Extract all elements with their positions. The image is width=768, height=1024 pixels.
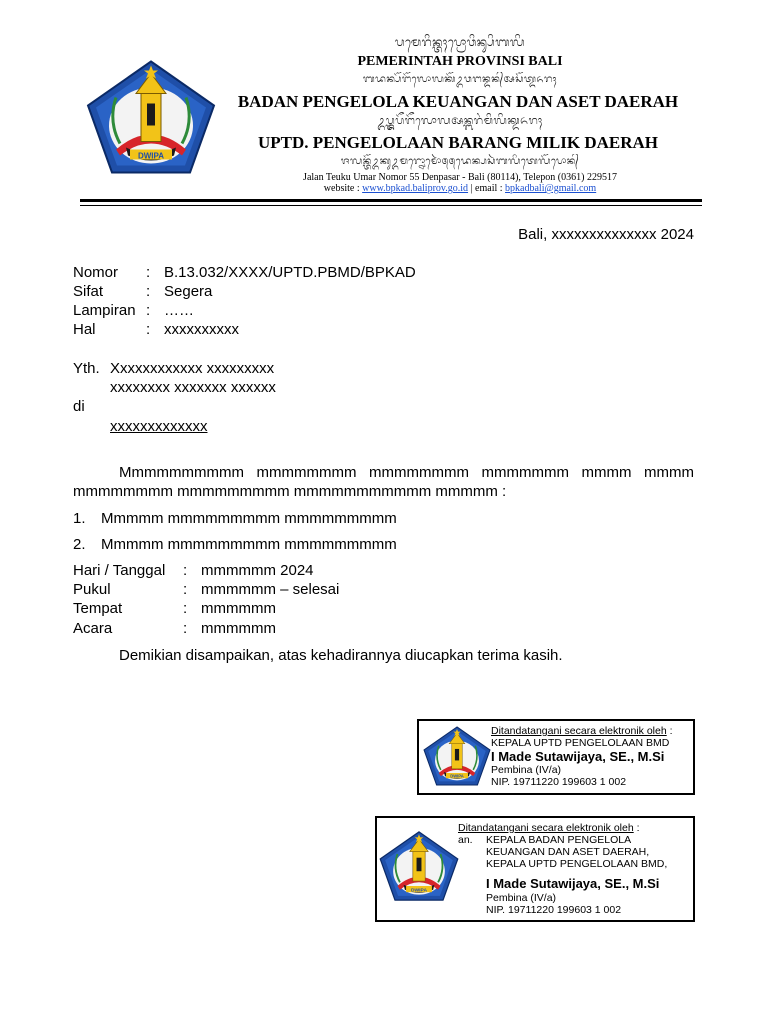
meta-label-lampiran: Lampiran bbox=[73, 302, 136, 319]
meta-sep: : bbox=[146, 302, 151, 319]
meta-label-nomor: Nomor bbox=[73, 264, 119, 281]
event-value-time: mmmmmm – selesai bbox=[201, 581, 340, 598]
address: Jalan Teuku Umar Nomor 55 Denpasar - Bali (80114), Telepon (0361) 229517 bbox=[303, 172, 617, 183]
balinese-script-unit: ᬉᬧ᭄ᬢ᭄ᬤᬧᭂᬗᭂᬮᭀᬮᬅᬦ᭄ᬩᬭᬂᬫᬶᬮᬶᬓ᭄ᬤᬏᬭᬄ bbox=[377, 114, 543, 127]
header-rule-thin bbox=[80, 205, 702, 206]
balinese-script-address: ᬚᬮᬦ᭄ᬢᭂᬉᬓᬸᬉᬫᬭ᭄ᬦᭀᬫᭀᬃ᭕᭕ᬤᬾᬦ᭄ᬧᬲᬃᬩᬮᬶᬢᬾᬮᭂᬧᭀᬦ᭄ bbox=[340, 156, 580, 167]
event-label-date: Hari / Tanggal bbox=[73, 562, 166, 579]
balinese-script-agency: ᬩᬤᬦ᭄ᬧᭂᬗᭂᬮᭀᬮᬓᭂᬉᬯᬗᬦ᭄ᬤᬦ᭄ᬅᬲᭂᬢ᭄ᬤᬏᬭᬄ bbox=[362, 74, 558, 85]
event-value-agenda: mmmmmm bbox=[201, 620, 276, 637]
meta-value-nomor: B.13.032/XXXX/UPTD.PBMD/BPKAD bbox=[164, 264, 416, 281]
recipient-place: xxxxxxxxxxxxx bbox=[110, 418, 208, 435]
provincial-logo bbox=[423, 724, 491, 788]
unit-name: UPTD. PENGELOLAAN BARANG MILIK DAERAH bbox=[258, 133, 658, 152]
meta-label-sifat: Sifat bbox=[73, 283, 104, 300]
government-name: PEMERINTAH PROVINSI BALI bbox=[357, 54, 563, 69]
event-sep: : bbox=[183, 581, 188, 598]
date-line: Bali, xxxxxxxxxxxxxx 2024 bbox=[518, 226, 694, 243]
signer-title: KEPALA UPTD PENGELOLAAN BMD bbox=[491, 737, 670, 749]
signed-label: Ditandatangani secara elektronik oleh : bbox=[491, 725, 673, 737]
meta-value-hal: xxxxxxxxxx bbox=[164, 321, 239, 338]
event-sep: : bbox=[183, 562, 188, 579]
email-label: | email : bbox=[468, 183, 506, 194]
signed-label: Ditandatangani secara elektronik oleh : bbox=[458, 822, 640, 834]
signer-nip: NIP. 19711220 199603 1 002 bbox=[486, 904, 622, 916]
meta-sep: : bbox=[146, 283, 151, 300]
email-link[interactable]: bpkadbali@gmail.com bbox=[505, 183, 597, 194]
meta-value-lampiran: …… bbox=[164, 302, 194, 319]
event-value-date: mmmmmm 2024 bbox=[201, 562, 314, 579]
header-rule-thick bbox=[80, 199, 702, 202]
body-paragraph: Mmmmmmmmmm mmmmmmmm mmmmmmmm mmmmmmm mmmm mmmm mmmmmmmm mmmmmmmmm mmmmmmmmmmm mmmmm : bbox=[73, 464, 694, 500]
signer-rank: Pembina (IV/a) bbox=[491, 764, 562, 776]
website-link[interactable]: www.bpkad.baliprov.go.id bbox=[362, 183, 469, 194]
event-sep: : bbox=[183, 600, 188, 617]
agency-name: BADAN PENGELOLA KEUANGAN DAN ASET DAERAH bbox=[237, 92, 679, 111]
event-label-place: Tempat bbox=[73, 600, 123, 617]
meta-sep: : bbox=[146, 264, 151, 281]
signer-name: I Made Sutawijaya, SE., M.Si bbox=[486, 876, 660, 891]
provincial-logo bbox=[86, 58, 216, 176]
an-prefix: an. bbox=[458, 834, 473, 846]
recipient-line1: Xxxxxxxxxxxx xxxxxxxxx bbox=[110, 360, 275, 377]
event-label-time: Pukul bbox=[73, 581, 111, 598]
event-value-place: mmmmmm bbox=[201, 600, 276, 617]
signer-nip: NIP. 19711220 199603 1 002 bbox=[491, 776, 627, 788]
list-item: Mmmmm mmmmmmmmm mmmmmmmmm bbox=[101, 510, 397, 527]
meta-label-hal: Hal bbox=[73, 321, 96, 338]
e-signature-box-2 bbox=[375, 816, 695, 922]
website-label: website : bbox=[323, 183, 363, 194]
list-item-number: 2. bbox=[73, 536, 86, 553]
contact-line bbox=[230, 183, 690, 194]
recipient-yth: Yth. bbox=[73, 360, 100, 377]
recipient-di: di bbox=[73, 398, 85, 415]
signer-title-line2: KEUANGAN DAN ASET DAERAH, bbox=[486, 846, 650, 858]
recipient-line2: xxxxxxxx xxxxxxx xxxxxx bbox=[110, 379, 276, 396]
event-label-agenda: Acara bbox=[73, 620, 113, 637]
signer-name: I Made Sutawijaya, SE., M.Si bbox=[491, 749, 665, 764]
meta-sep: : bbox=[146, 321, 151, 338]
balinese-script-top: ᬧᬫᬾᬭᬶᬦ᭄ᬢᬄᬧ᭄ᬭᭀᬯᬶᬦ᭄ᬲᬶᬩᬮᬶ bbox=[394, 35, 526, 49]
signer-title-line3: KEPALA UPTD PENGELOLAAN BMD, bbox=[486, 858, 668, 870]
provincial-logo bbox=[379, 828, 459, 904]
signer-title-line1: KEPALA BADAN PENGELOLA bbox=[486, 834, 632, 846]
list-item-number: 1. bbox=[73, 510, 86, 527]
closing-sentence: Demikian disampaikan, atas kehadirannya diucapkan terima kasih. bbox=[119, 647, 563, 664]
list-item: Mmmmm mmmmmmmmm mmmmmmmmm bbox=[101, 536, 397, 553]
event-sep: : bbox=[183, 620, 188, 637]
meta-value-sifat: Segera bbox=[164, 283, 213, 300]
e-signature-box-1 bbox=[417, 719, 695, 795]
signer-rank: Pembina (IV/a) bbox=[486, 892, 557, 904]
